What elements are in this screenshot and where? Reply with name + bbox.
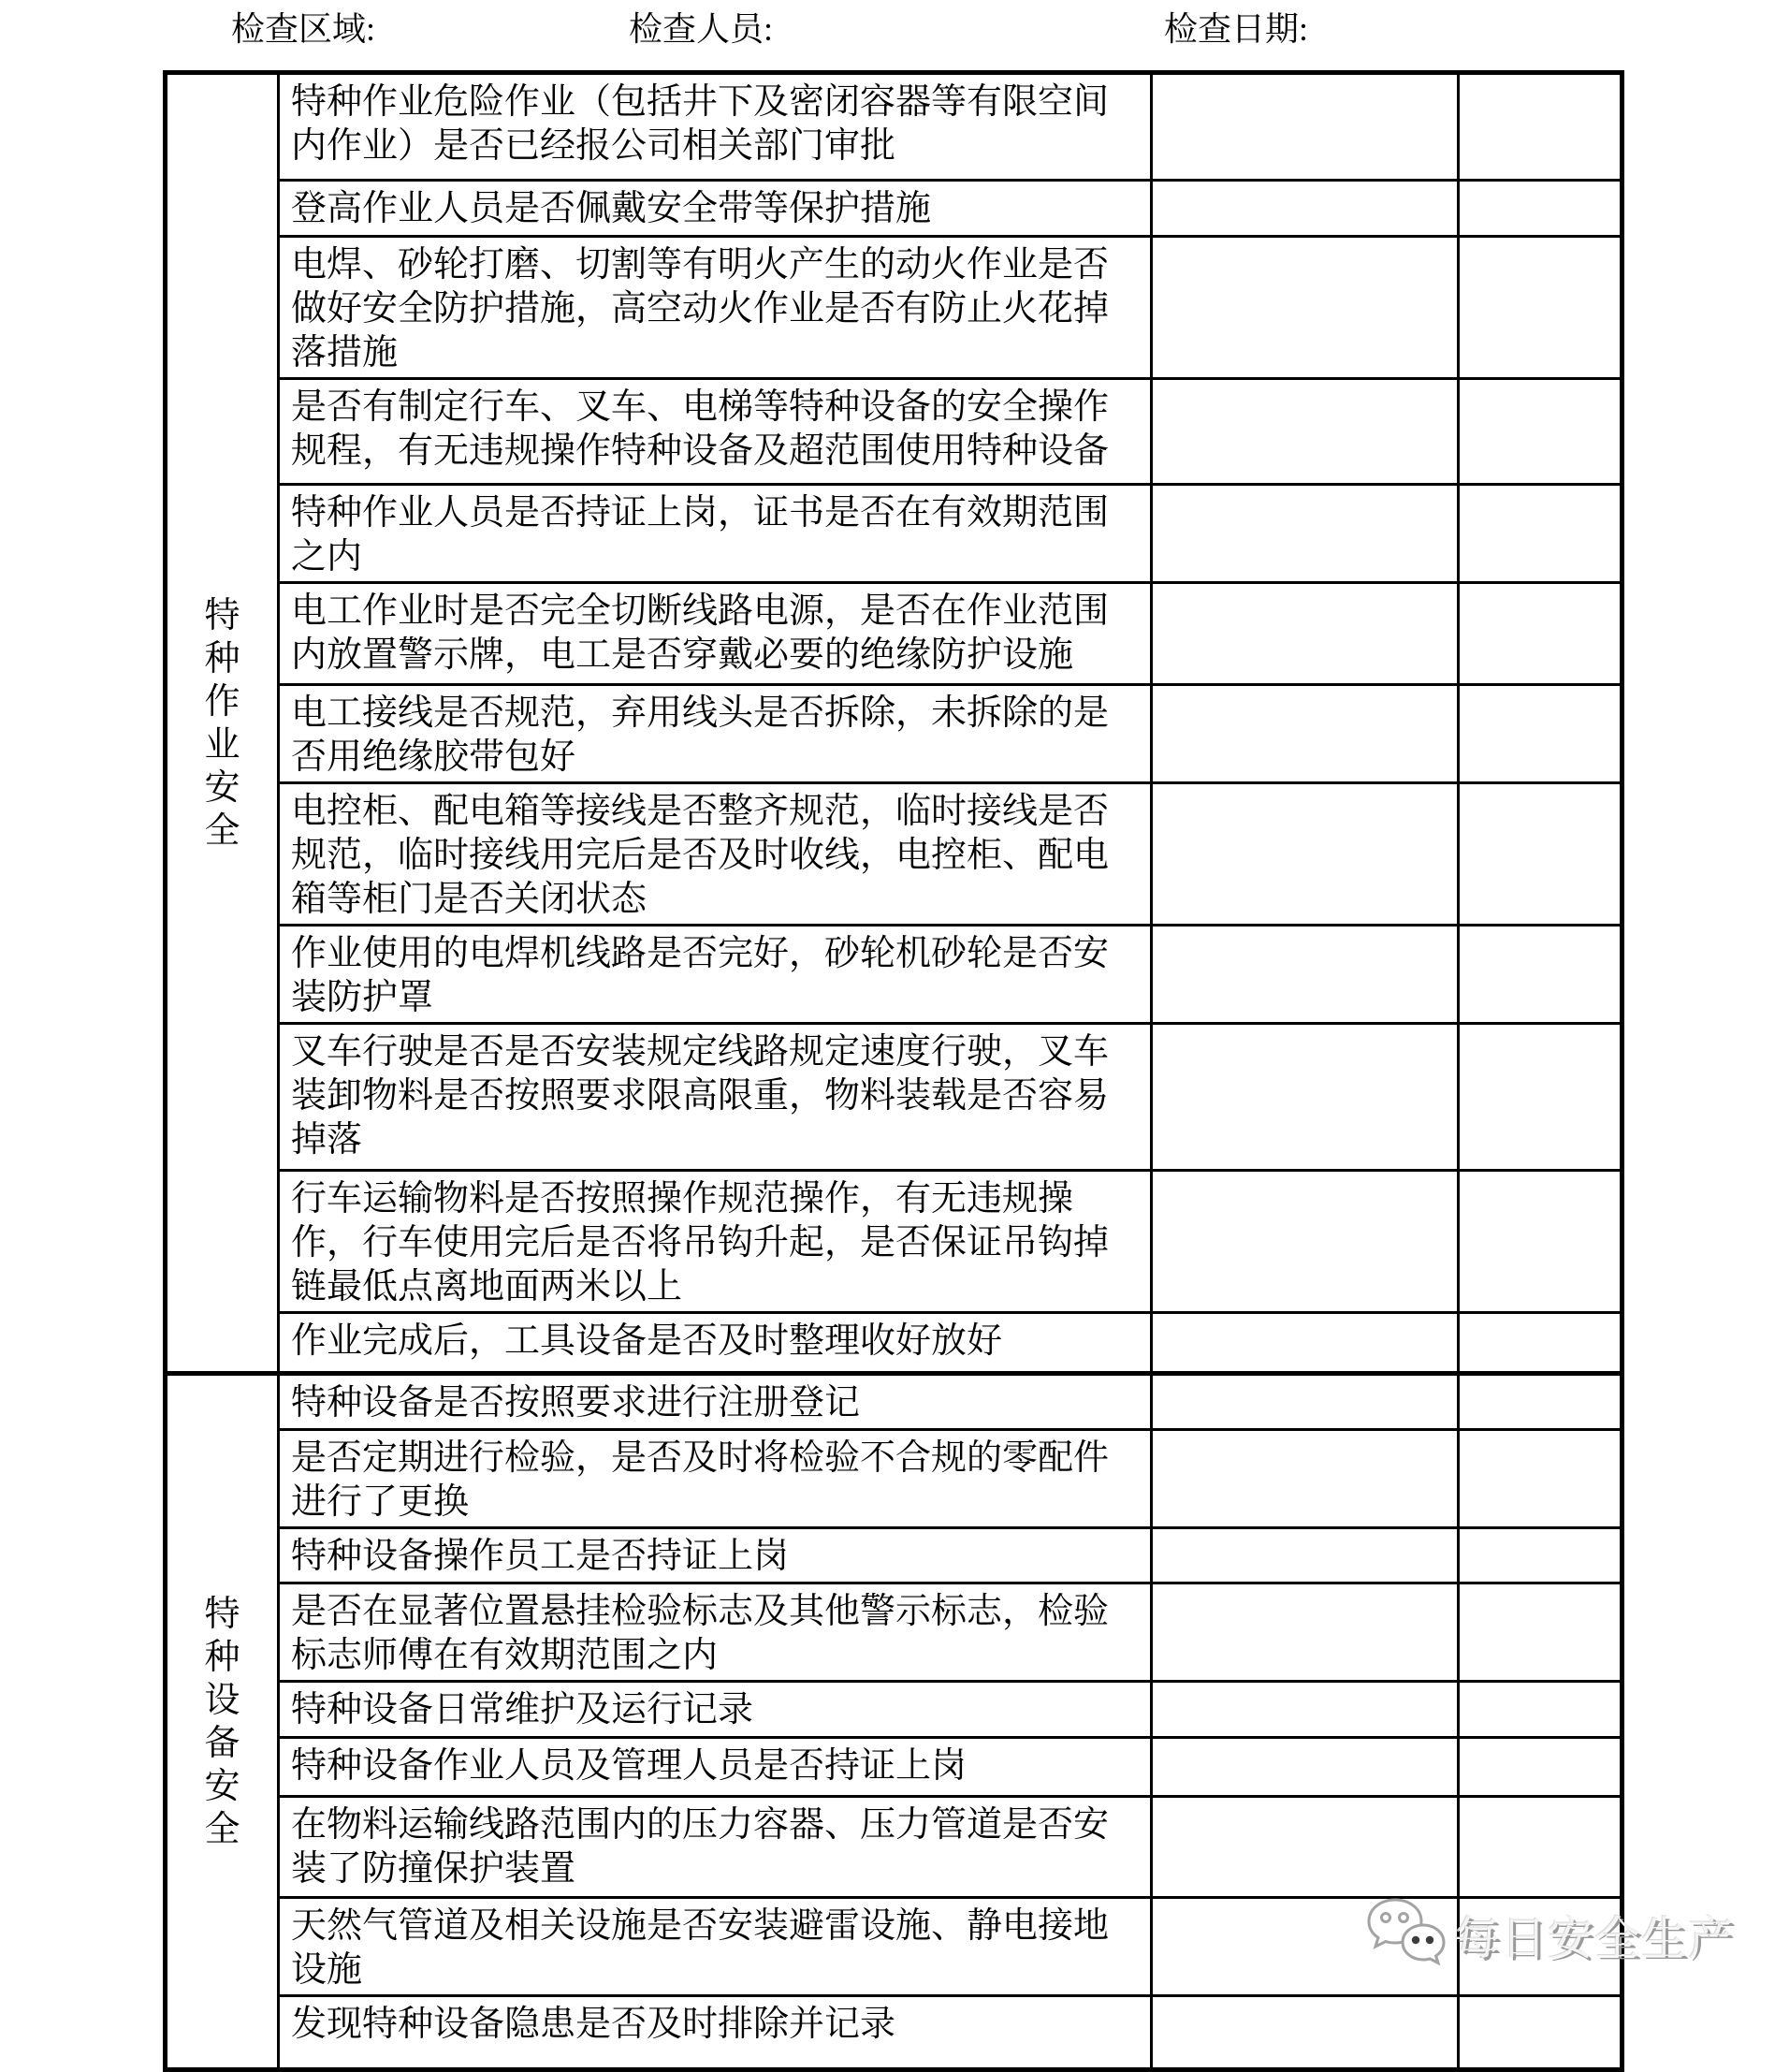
remark-cell	[1459, 1528, 1622, 1583]
result-cell	[1152, 1528, 1459, 1583]
result-cell	[1152, 1682, 1459, 1738]
remark-cell	[1459, 485, 1622, 583]
table-row	[166, 237, 1622, 379]
table-row	[166, 1171, 1622, 1313]
table-row	[166, 685, 1622, 783]
remark-cell	[1459, 73, 1622, 181]
checklist-item-text: 特种设备日常维护及运行记录	[279, 1682, 1152, 1738]
checklist-item-text: 特种作业人员是否持证上岗，证书是否在有效期范围之内	[279, 485, 1152, 583]
result-cell	[1152, 583, 1459, 685]
remark-cell	[1459, 1583, 1622, 1682]
result-cell	[1152, 1430, 1459, 1528]
result-cell	[1152, 1024, 1459, 1171]
remark-cell	[1459, 1738, 1622, 1797]
remark-cell	[1459, 1430, 1622, 1528]
remark-cell	[1459, 181, 1622, 237]
checklist-item-text: 是否在显著位置悬挂检验标志及其他警示标志，检验标志师傅在有效期范围之内	[279, 1583, 1152, 1682]
remark-cell	[1459, 1898, 1622, 1996]
remark-cell	[1459, 1797, 1622, 1898]
checklist-item-text: 是否定期进行检验，是否及时将检验不合规的零配件进行了更换	[279, 1430, 1152, 1528]
section-category-label: 特种设备安全	[204, 1594, 240, 1849]
remark-cell	[1459, 926, 1622, 1024]
remark-cell	[1459, 685, 1622, 783]
remark-cell	[1459, 1374, 1622, 1430]
remark-cell	[1459, 1313, 1622, 1374]
section-category-cell	[166, 73, 279, 1374]
checklist-item-text: 电控柜、配电箱等接线是否整齐规范，临时接线是否规范，临时接线用完后是否及时收线，电控柜、配电箱等柜门是否关闭状态	[279, 783, 1152, 926]
table-row	[166, 1430, 1622, 1528]
section-category-label: 特种作业安全	[204, 595, 240, 851]
result-cell	[1152, 1583, 1459, 1682]
checklist-item-text: 天然气管道及相关设施是否安装避雷设施、静电接地设施	[279, 1898, 1152, 1996]
checklist-item-text: 特种设备是否按照要求进行注册登记	[279, 1374, 1152, 1430]
result-cell	[1152, 1898, 1459, 1996]
checklist-item-text: 特种设备作业人员及管理人员是否持证上岗	[279, 1738, 1152, 1797]
remark-cell	[1459, 1682, 1622, 1738]
result-cell	[1152, 1171, 1459, 1313]
result-cell	[1152, 73, 1459, 181]
inspection-person-label: 检查人员:	[629, 10, 774, 48]
watermark-text: 每日安全生产	[1454, 1913, 1736, 1964]
result-cell	[1152, 1313, 1459, 1374]
table-row	[166, 926, 1622, 1024]
remark-cell	[1459, 1171, 1622, 1313]
result-cell	[1152, 1374, 1459, 1430]
result-cell	[1152, 237, 1459, 379]
inspection-checklist-table	[163, 70, 1624, 2072]
table-row	[166, 485, 1622, 583]
table-row	[166, 1528, 1622, 1583]
checklist-item-text: 电焊、砂轮打磨、切割等有明火产生的动火作业是否做好安全防护措施，高空动火作业是否有防止火花掉落措施	[279, 237, 1152, 379]
checklist-item-text: 电工作业时是否完全切断线路电源，是否在作业范围内放置警示牌，电工是否穿戴必要的绝缘防护设施	[279, 583, 1152, 685]
checklist-item-text: 特种作业危险作业（包括井下及密闭容器等有限空间内作业）是否已经报公司相关部门审批	[279, 73, 1152, 181]
checklist-item-text: 在物料运输线路范围内的压力容器、压力管道是否安装了防撞保护装置	[279, 1797, 1152, 1898]
remark-cell	[1459, 1996, 1622, 2070]
checklist-item-text: 特种设备操作员工是否持证上岗	[279, 1528, 1152, 1583]
result-cell	[1152, 1738, 1459, 1797]
table-row	[166, 783, 1622, 926]
table-row	[166, 1738, 1622, 1797]
checklist-item-text: 叉车行驶是否是否安装规定线路规定速度行驶，叉车装卸物料是否按照要求限高限重，物料装载是否容易掉落	[279, 1024, 1152, 1171]
result-cell	[1152, 926, 1459, 1024]
table-row	[166, 73, 1622, 181]
inspection-date-label: 检查日期:	[1164, 10, 1309, 48]
table-row	[166, 1898, 1622, 1996]
section-category-cell	[166, 1374, 279, 2070]
checklist-item-text: 电工接线是否规范，弃用线头是否拆除，未拆除的是否用绝缘胶带包好	[279, 685, 1152, 783]
remark-cell	[1459, 379, 1622, 485]
result-cell	[1152, 181, 1459, 237]
checklist-item-text: 作业完成后，工具设备是否及时整理收好放好	[279, 1313, 1152, 1374]
table-row	[166, 1374, 1622, 1430]
result-cell	[1152, 485, 1459, 583]
result-cell	[1152, 783, 1459, 926]
table-row	[166, 379, 1622, 485]
table-row	[166, 1313, 1622, 1374]
inspection-area-label: 检查区域:	[231, 10, 376, 48]
table-row	[166, 1583, 1622, 1682]
checklist-item-text: 作业使用的电焊机线路是否完好，砂轮机砂轮是否安装防护罩	[279, 926, 1152, 1024]
table-row	[166, 1024, 1622, 1171]
result-cell	[1152, 379, 1459, 485]
checklist-item-text: 行车运输物料是否按照操作规范操作，有无违规操作，行车使用完后是否将吊钩升起，是否保证吊钩掉链最低点离地面两米以上	[279, 1171, 1152, 1313]
table-row	[166, 583, 1622, 685]
remark-cell	[1459, 583, 1622, 685]
table-row	[166, 1682, 1622, 1738]
checklist-item-text: 是否有制定行车、叉车、电梯等特种设备的安全操作规程，有无违规操作特种设备及超范围使用特种设备	[279, 379, 1152, 485]
checklist-item-text: 登高作业人员是否佩戴安全带等保护措施	[279, 181, 1152, 237]
remark-cell	[1459, 237, 1622, 379]
result-cell	[1152, 1996, 1459, 2070]
checklist-item-text: 发现特种设备隐患是否及时排除并记录	[279, 1996, 1152, 2070]
remark-cell	[1459, 783, 1622, 926]
result-cell	[1152, 685, 1459, 783]
table-row	[166, 1797, 1622, 1898]
result-cell	[1152, 1797, 1459, 1898]
table-row	[166, 1996, 1622, 2070]
table-row	[166, 181, 1622, 237]
remark-cell	[1459, 1024, 1622, 1171]
